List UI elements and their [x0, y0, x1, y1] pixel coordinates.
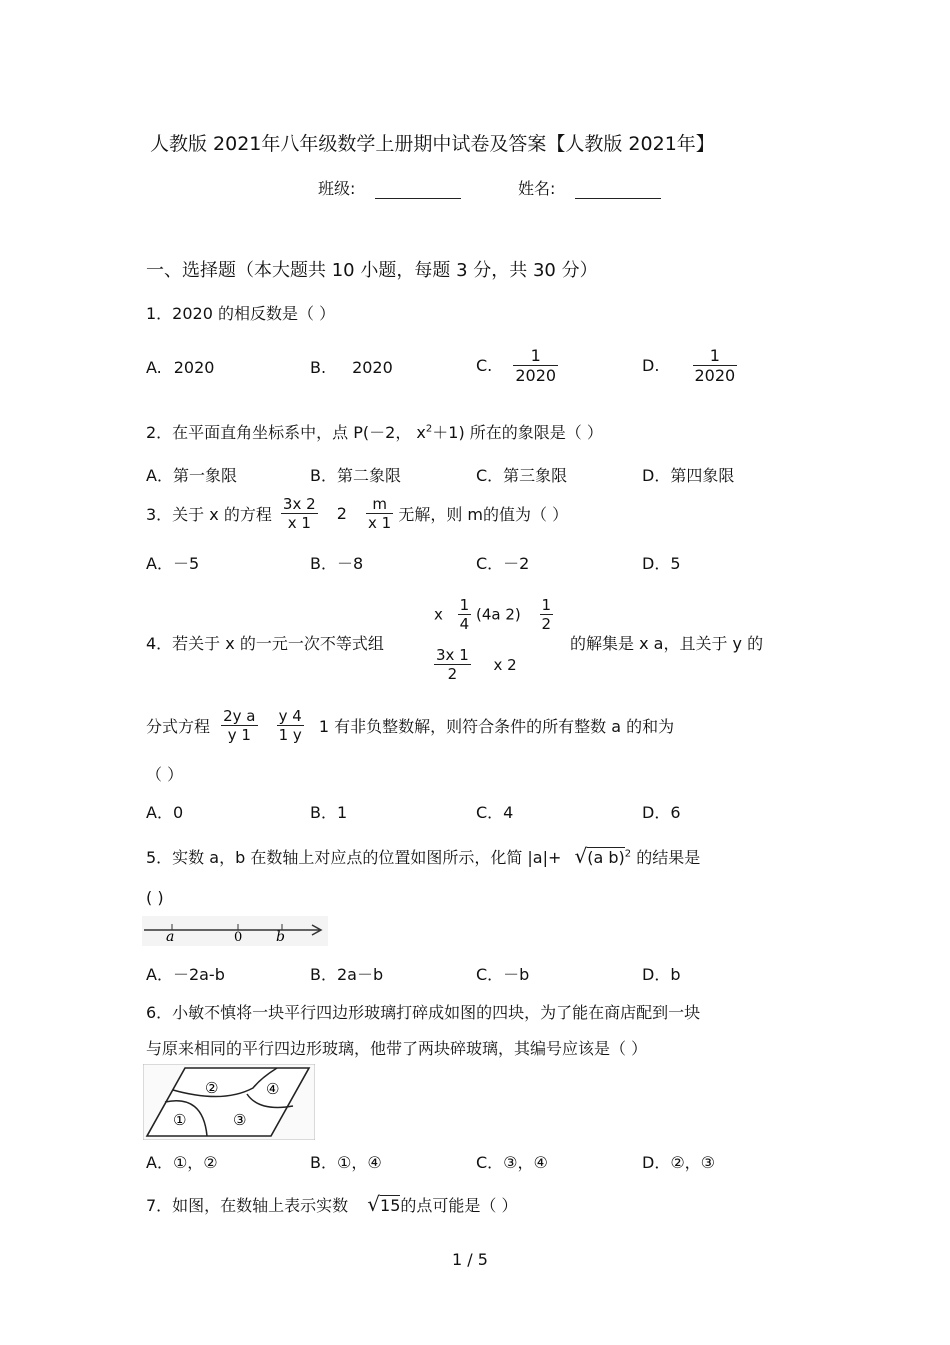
q5-option-a: A．－2a-b	[146, 965, 225, 984]
q2-stem: 2．在平面直角坐标系中，点 P(－2， $x^2+1$) 所在的象限是（ ）	[146, 423, 603, 442]
q4-option-d: D．6	[642, 803, 681, 822]
q3-fraction-2: $\frac{m}{x 1}$	[368, 495, 392, 532]
axis-label-b: b	[276, 929, 285, 945]
q4-option-c: C．4	[476, 803, 514, 822]
q3-stem: 3．关于 x 的方程 $\frac{3x 2}{x 1}$ 2 $\frac{m}{x 1}$ 无解，则 m的值为（ ）	[146, 495, 569, 532]
q6-stem-line2: 与原来相同的平行四边形玻璃，他带了两块碎玻璃，其编号应该是（ ）	[146, 1039, 648, 1058]
q3-option-d: D．5	[642, 554, 681, 573]
q5-option-d: D．b	[642, 965, 681, 984]
q1-stem: 1．2020 的相反数是（ ）	[146, 304, 336, 323]
q5-stem: 5．实数 a，b 在数轴上对应点的位置如图所示，化简 |a|+ √(a b)$^2$ 的结果是	[146, 844, 701, 868]
q3-fraction-1: $\frac{3x 2}{x 1}$	[282, 495, 316, 532]
axis-label-a: a	[166, 929, 175, 945]
piece-3-label: ③	[233, 1111, 247, 1129]
q4-option-a: A．0	[146, 803, 184, 822]
q4-prefix: 4．若关于 x 的一元一次不等式组	[146, 634, 384, 653]
piece-1-label: ①	[173, 1111, 187, 1129]
section-heading: 一、选择题（本大题共 10 小题，每题 3 分，共 30 分）	[146, 260, 598, 281]
q7-radicand: 15	[380, 1196, 401, 1215]
q4-paren: （ ）	[146, 765, 184, 784]
name-blank	[575, 182, 661, 199]
page-title: 人教版 2021年八年级数学上册期中试卷及答案【人教版 2021年】	[150, 133, 715, 155]
q2-option-b: B．第二象限	[310, 466, 401, 485]
q6-option-d: D．②，③	[642, 1153, 716, 1172]
piece-2-label: ②	[205, 1079, 219, 1097]
name-field	[518, 176, 661, 199]
q6-broken-glass-figure	[143, 1064, 315, 1140]
q1-c-fraction: $\frac{1}{2020}$	[515, 346, 557, 385]
axis-label-0: 0	[234, 930, 243, 945]
q5-paren: ( )	[146, 888, 164, 907]
q3-option-a: A．－5	[146, 554, 200, 573]
q5-number-line-figure	[142, 916, 328, 946]
q5-option-c: C．－b	[476, 965, 530, 984]
q4-suffix: 的解集是 x a，且关于 y 的	[570, 634, 764, 653]
q4-system-row1: x $\frac{1}{4}$ (4a 2) $\frac{1}{2}$	[434, 596, 552, 633]
q4-line2: 分式方程 $\frac{\text{2y a}}{y 1}$ $\frac{y 4}{1 y}$ 1 有非负整数解，则符合条件的所有整数 a 的和为	[146, 707, 675, 744]
q1-option-d: D. $\frac{1}{2020}$	[642, 346, 736, 385]
q2-option-c: C．第三象限	[476, 466, 568, 485]
sqrt-sign: √	[367, 1192, 381, 1216]
class-blank	[375, 182, 461, 199]
piece-4-label: ④	[266, 1080, 280, 1098]
name-label: 姓名:	[518, 179, 556, 198]
q1-option-c: C. $\frac{1}{2020}$	[476, 346, 557, 385]
q7-stem: 7．如图，在数轴上表示实数 √15的点可能是（ ）	[146, 1192, 518, 1216]
q6-option-c: C．③，④	[476, 1153, 548, 1172]
q2-option-a: A．第一象限	[146, 466, 237, 485]
q2-option-d: D．第四象限	[642, 466, 735, 485]
q1-option-a: A. 2020	[146, 358, 215, 377]
q4-system-row2: $\frac{3x 1}{2}$ x 2	[436, 646, 517, 683]
q6-option-a: A．①，②	[146, 1153, 218, 1172]
class-label: 班级:	[318, 179, 356, 198]
sqrt-sign: √	[574, 844, 588, 868]
q5-option-b: B．2a－b	[310, 965, 384, 984]
q6-option-b: B．①，④	[310, 1153, 382, 1172]
q1-d-fraction: $\frac{1}{2020}$	[694, 346, 736, 385]
q5-radicand: (a b)	[587, 848, 625, 867]
q4-option-b: B．1	[310, 803, 348, 822]
q1-option-b: B. 2020	[310, 358, 393, 377]
page-number: 1 / 5	[452, 1250, 488, 1269]
q3-option-c: C．－2	[476, 554, 530, 573]
q6-stem-line1: 6．小敏不慎将一块平行四边形玻璃打碎成如图的四块，为了能在商店配到一块	[146, 1003, 701, 1022]
class-field	[318, 176, 461, 199]
q3-option-b: B．－8	[310, 554, 364, 573]
